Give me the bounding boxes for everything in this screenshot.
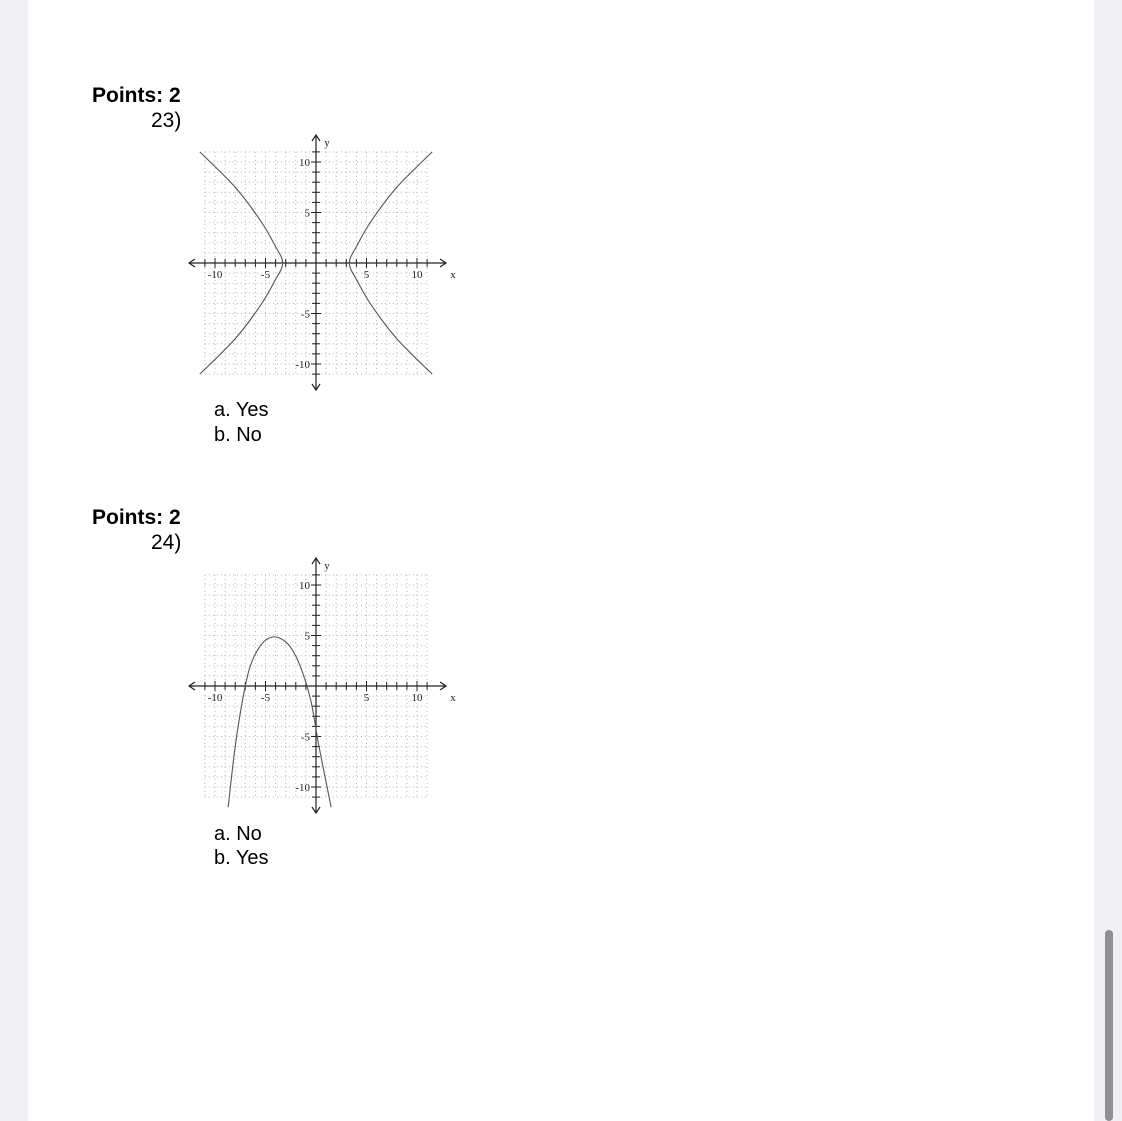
axes xyxy=(189,135,446,390)
answer-option-a[interactable]: a. No xyxy=(214,823,262,845)
graph-svg xyxy=(186,130,456,395)
x-tick-label: -5 xyxy=(260,269,271,281)
graph-question-23 xyxy=(186,130,456,395)
x-tick-label: -10 xyxy=(207,692,223,704)
x-tick-label: 5 xyxy=(363,269,370,281)
y-tick-label: 5 xyxy=(304,630,310,643)
scrollbar-thumb[interactable] xyxy=(1105,930,1113,1121)
y-tick-label: 10 xyxy=(299,157,310,169)
answer-option-a[interactable]: a. Yes xyxy=(214,399,269,421)
y-tick-label: -5 xyxy=(300,308,310,321)
answer-option-b[interactable]: b. Yes xyxy=(214,847,269,869)
points-label: Points: 2 xyxy=(92,506,181,529)
question-number: 24) xyxy=(151,531,182,554)
y-tick-label: -10 xyxy=(295,782,310,794)
graph-question-24 xyxy=(186,553,456,818)
x-axis-label: x xyxy=(450,269,456,281)
axes xyxy=(189,558,446,813)
x-tick-label: 10 xyxy=(411,692,423,704)
y-tick-label: 10 xyxy=(299,580,310,592)
y-axis-label: y xyxy=(324,137,330,149)
y-tick-label: 5 xyxy=(304,207,310,220)
y-tick-label: -5 xyxy=(300,731,310,744)
x-tick-label: 10 xyxy=(411,269,423,281)
answer-option-b[interactable]: b. No xyxy=(214,424,262,446)
x-tick-label: -10 xyxy=(207,269,223,281)
x-tick-label: -5 xyxy=(260,692,271,704)
x-tick-label: 5 xyxy=(363,692,370,704)
y-axis-label: y xyxy=(324,560,330,572)
graph-svg xyxy=(186,553,456,818)
points-label: Points: 2 xyxy=(92,84,181,107)
question-number: 23) xyxy=(151,109,182,132)
y-tick-label: -10 xyxy=(295,359,310,371)
x-axis-label: x xyxy=(450,692,456,704)
